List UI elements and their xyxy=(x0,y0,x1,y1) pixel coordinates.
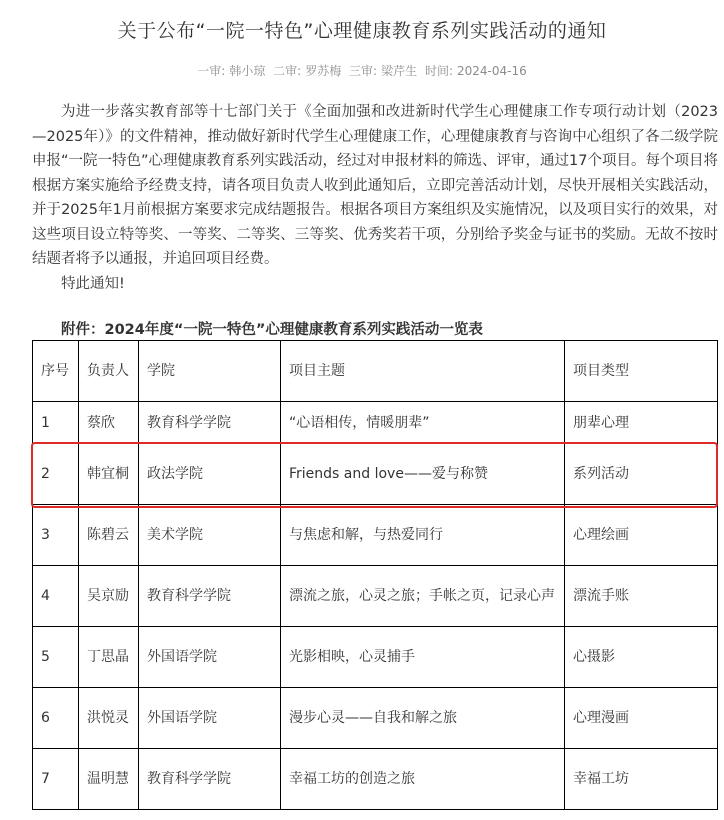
cell-person: 陈碧云 xyxy=(79,505,139,566)
cell-college: 教育科学学院 xyxy=(139,749,281,810)
cell-topic: 漂流之旅，心灵之旅；手帐之页，记录心声 xyxy=(281,566,565,627)
cell-topic: 漫步心灵——自我和解之旅 xyxy=(281,688,565,749)
cell-number: 7 xyxy=(33,749,79,810)
review2-label: 二审: xyxy=(273,64,302,78)
review3-label: 三审: xyxy=(349,64,378,78)
table-row-highlighted xyxy=(33,444,718,505)
header-topic: 项目主题 xyxy=(281,341,565,402)
publish-time: 2024-04-16 xyxy=(456,64,527,78)
page-title: 关于公布“一院一特色”心理健康教育系列实践活动的通知 xyxy=(117,20,607,42)
review1-label: 一审: xyxy=(197,64,226,78)
cell-person: 吴京励 xyxy=(79,566,139,627)
cell-college: 政法学院 xyxy=(139,444,281,505)
table-header-row xyxy=(33,341,718,402)
cell-number: 5 xyxy=(33,627,79,688)
cell-person: 韩宜桐 xyxy=(79,444,139,505)
review1-name: 韩小琼 xyxy=(229,64,266,78)
cell-type: 漂流手账 xyxy=(565,566,718,627)
review2-name: 罗苏梅 xyxy=(305,64,342,78)
cell-person: 蔡欣 xyxy=(79,402,139,444)
cell-college: 教育科学学院 xyxy=(139,402,281,444)
cell-number: 4 xyxy=(33,566,79,627)
cell-college: 外国语学院 xyxy=(139,627,281,688)
cell-college: 美术学院 xyxy=(139,505,281,566)
cell-type: 朋辈心理 xyxy=(565,402,718,444)
cell-number: 2 xyxy=(33,444,79,505)
cell-person: 洪悦灵 xyxy=(79,688,139,749)
header-college: 学院 xyxy=(139,341,281,402)
cell-type: 心理漫画 xyxy=(565,688,718,749)
cell-college: 教育科学学院 xyxy=(139,566,281,627)
cell-topic: “心语相传，情暖朋辈” xyxy=(281,402,565,444)
cell-type: 幸福工坊 xyxy=(565,749,718,810)
article-meta xyxy=(0,62,724,79)
table-row xyxy=(33,566,718,627)
cell-topic: 幸福工坊的创造之旅 xyxy=(281,749,565,810)
header-type: 项目类型 xyxy=(565,341,718,402)
header-person: 负责人 xyxy=(79,341,139,402)
cell-topic: 光影相映，心灵捕手 xyxy=(281,627,565,688)
cell-type: 心摄影 xyxy=(565,627,718,688)
attachment-title: 附件：2024年度“一院一特色”心理健康教育系列实践活动一览表 xyxy=(61,322,483,338)
project-table xyxy=(32,340,718,810)
cell-type: 心理绘画 xyxy=(565,505,718,566)
table-row xyxy=(33,505,718,566)
cell-person: 温明慧 xyxy=(79,749,139,810)
table-row xyxy=(33,688,718,749)
review3-name: 梁芹生 xyxy=(381,64,418,78)
cell-person: 丁思晶 xyxy=(79,627,139,688)
header-number: 序号 xyxy=(33,341,79,402)
cell-topic: 与焦虑和解，与热爱同行 xyxy=(281,505,565,566)
table-row xyxy=(33,627,718,688)
notice-line: 特此通知! xyxy=(61,275,125,292)
cell-college: 外国语学院 xyxy=(139,688,281,749)
time-label: 时间: xyxy=(424,64,453,78)
cell-type: 系列活动 xyxy=(565,444,718,505)
table-row xyxy=(33,749,718,810)
cell-number: 6 xyxy=(33,688,79,749)
main-paragraph: 为进一步落实教育部等十七部门关于《全面加强和改进新时代学生心理健康工作专项行动计划（2023—2025年）》的文件精神，推动做好新时代学生心理健康工作，心理健康教育与咨询中心组织了各二级学院申报“一院一特色”心理健康教育系列实践活动，经过对申报材料的筛选、评审，通过17个项目。每个项目将根据方案实施给予经费支持，请各项目负责人收到此通知后，立即完善活动计划，尽快开展相关实践活动，并于2025年1月前根据方案要求完成结题报告。根据各项目方案组织及实施情况，以及项目实行的效果，对这些项目设立特等奖、一等奖、二等奖、三等奖、优秀奖若干项，分别给予奖金与证书的奖励。无故不按时结题者将予以通报，并追回项目经费。 xyxy=(32,104,718,267)
cell-number: 3 xyxy=(33,505,79,566)
cell-topic: Friends and love——爱与称赞 xyxy=(281,444,565,505)
article-body xyxy=(32,100,718,296)
table-row xyxy=(33,402,718,444)
cell-number: 1 xyxy=(33,402,79,444)
